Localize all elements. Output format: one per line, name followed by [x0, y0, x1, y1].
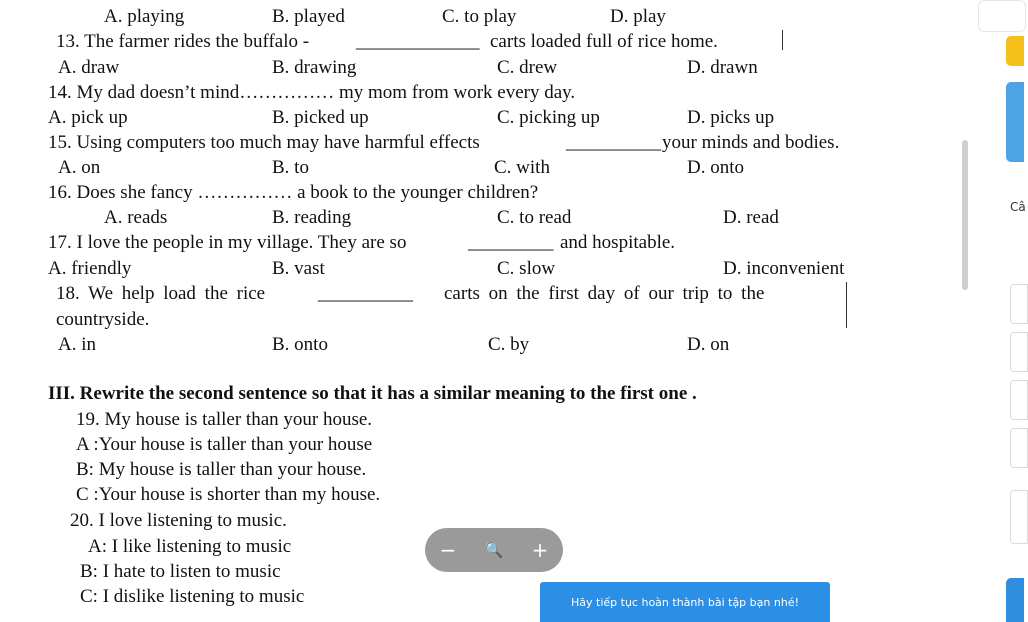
q14-option-d: D. picks up — [687, 107, 775, 128]
continue-notice-button[interactable]: Hãy tiếp tục hoàn thành bài tập bạn nhé! — [540, 582, 830, 622]
side-box-4[interactable] — [1010, 428, 1028, 468]
q13-option-a: A. draw — [58, 57, 120, 78]
side-label: Câ — [1010, 200, 1026, 214]
q19-option-b: B: My house is taller than your house. — [76, 459, 367, 480]
q15-stem: 15. Using computers too much may have harmful effects — [48, 132, 480, 153]
q20-option-c: C: I dislike listening to music — [80, 586, 305, 607]
q13-option-b: B. drawing — [272, 57, 357, 78]
q15-option-a: A. on — [58, 157, 101, 178]
side-tab-yellow[interactable] — [1006, 36, 1024, 66]
q15-option-b: B. to — [272, 157, 309, 178]
q13-option-d: D. drawn — [687, 57, 758, 78]
q17-option-c: C. slow — [497, 258, 556, 279]
q14-option-c: C. picking up — [497, 107, 600, 128]
q13-blank: _____________ — [356, 31, 480, 52]
q14-option-b: B. picked up — [272, 107, 369, 128]
q15-blank: __________ — [566, 132, 661, 153]
q20-stem: 20. I love listening to music. — [70, 510, 287, 531]
q17-option-d: D. inconvenient — [723, 258, 845, 279]
q18-continuation: countryside. — [56, 309, 150, 330]
q16-stem: 16. Does she fancy …………… a book to the younger children? — [48, 182, 539, 203]
zoom-out-button[interactable]: − — [439, 538, 457, 562]
q14-option-a: A. pick up — [48, 107, 128, 128]
q13-rest: carts loaded full of rice home. — [490, 31, 718, 52]
q14-stem: 14. My dad doesn’t mind…………… my mom from work every day. — [48, 82, 576, 103]
q16-option-a: A. reads — [104, 207, 168, 228]
q13-stem: 13. The farmer rides the buffalo - — [56, 31, 310, 52]
side-card[interactable] — [978, 0, 1026, 32]
q16-option-c: C. to read — [497, 207, 572, 228]
q18-option-d: D. on — [687, 334, 730, 355]
zoom-in-button[interactable]: + — [531, 538, 549, 562]
q17-rest: and hospitable. — [560, 232, 676, 253]
side-box-5[interactable] — [1010, 490, 1028, 544]
q15-option-d: D. onto — [687, 157, 744, 178]
section-3-heading: III. Rewrite the second sentence so that it has a similar meaning to the first one . — [48, 383, 697, 404]
q18-option-a: A. in — [58, 334, 96, 355]
q12-option-b: B. played — [272, 6, 345, 27]
q19-option-a: A :Your house is taller than your house — [76, 434, 373, 455]
side-box-1[interactable] — [1010, 284, 1028, 324]
text-cursor-bar — [782, 30, 783, 50]
side-tab-blue[interactable] — [1006, 82, 1024, 162]
q20-option-a: A: I like listening to music — [88, 536, 292, 557]
q17-stem: 17. I love the people in my village. They are so — [48, 232, 407, 253]
q19-option-c: C :Your house is shorter than my house. — [76, 484, 381, 505]
q17-option-a: A. friendly — [48, 258, 132, 279]
q18-stem: 18. We help load the rice — [56, 283, 266, 304]
page-scrollbar[interactable] — [957, 0, 971, 622]
q20-option-b: B: I hate to listen to music — [80, 561, 281, 582]
q19-stem: 19. My house is taller than your house. — [76, 409, 373, 430]
q12-option-a: A. playing — [104, 6, 185, 27]
text-cursor-bar — [846, 282, 847, 328]
q18-rest: carts on the first day of our trip to the — [444, 283, 765, 304]
side-box-2[interactable] — [1010, 332, 1028, 372]
q18-blank: __________ — [318, 283, 413, 304]
side-tab-blue-bottom[interactable] — [1006, 578, 1024, 622]
scrollbar-thumb[interactable] — [962, 140, 968, 290]
q17-option-b: B. vast — [272, 258, 325, 279]
q15-option-c: C. with — [494, 157, 550, 178]
q15-rest: your minds and bodies. — [662, 132, 840, 153]
q13-option-c: C. drew — [497, 57, 558, 78]
q16-option-d: D. read — [723, 207, 779, 228]
zoom-search-icon[interactable]: 🔍 — [484, 541, 504, 559]
q12-option-c: C. to play — [442, 6, 517, 27]
q12-option-d: D. play — [610, 6, 666, 27]
q18-option-c: C. by — [488, 334, 530, 355]
q17-blank: _________ — [468, 232, 554, 253]
side-box-3[interactable] — [1010, 380, 1028, 420]
q16-option-b: B. reading — [272, 207, 352, 228]
q18-option-b: B. onto — [272, 334, 328, 355]
zoom-control — [425, 528, 563, 572]
